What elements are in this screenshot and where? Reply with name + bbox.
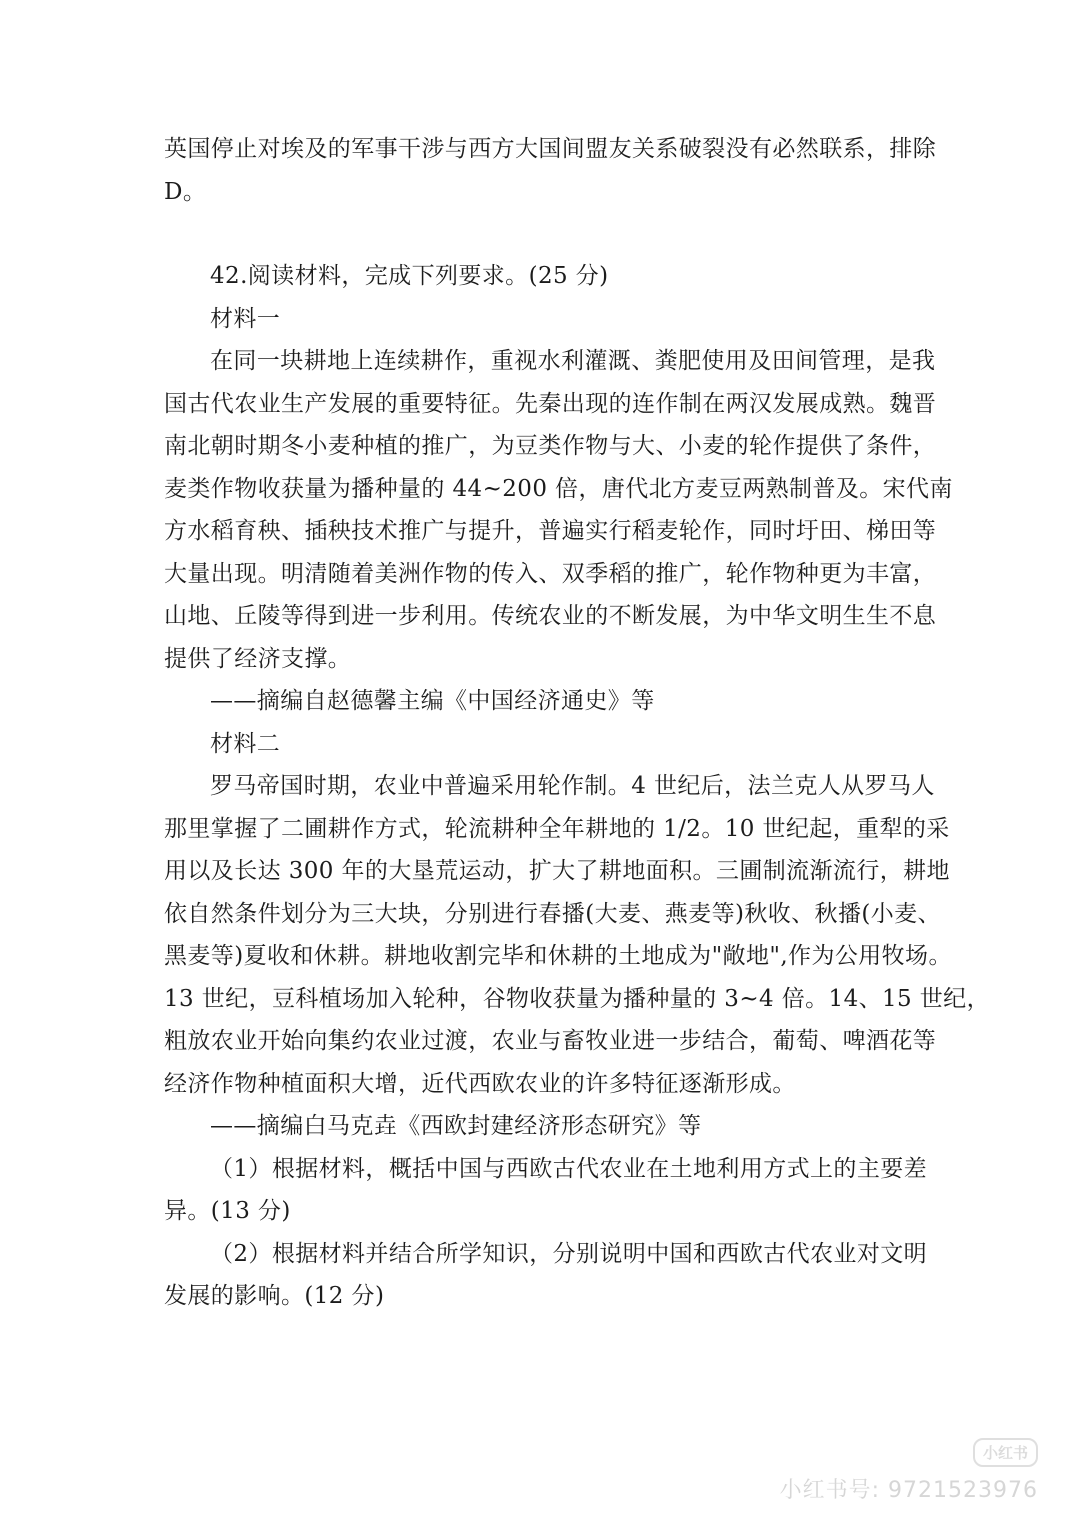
text-line: 麦类作物收获量为播种量的 44~200 倍，唐代北方麦豆两熟制普及。宋代南 — [164, 475, 953, 502]
sub-question-2-cont: 发展的影响。(12 分) — [164, 1283, 385, 1309]
text-line: 那里掌握了二圃耕作方式，轮流耕种全年耕地的 1/2。10 世纪起，重犁的采 — [164, 815, 950, 842]
text-line: 大量出现。明清随着美洲作物的传入、双季稻的推广，轮作物种更为丰富， — [164, 560, 937, 587]
document-body — [164, 128, 990, 1318]
text-line: 粗放农业开始向集约农业过渡，农业与畜牧业进一步结合，葡萄、啤酒花等 — [164, 1028, 937, 1054]
paragraph-gap — [164, 213, 924, 255]
source-citation: ——摘编白马克垚《西欧封建经济形态研究》等 — [210, 1113, 702, 1139]
text-line: 山地、丘陵等得到进一步利用。传统农业的不断发展，为中华文明生生不息 — [164, 603, 937, 629]
material-two-heading: 材料二 — [210, 730, 281, 757]
material-one-heading: 材料一 — [210, 305, 281, 332]
text-line: 方水稻育秧、插秧技术推广与提升，普遍实行稻麦轮作，同时圩田、梯田等 — [164, 518, 937, 544]
sub-question-2: （2）根据材料并结合所学知识，分别说明中国和西欧古代农业对文明 — [210, 1240, 928, 1267]
text-line: 南北朝时期冬小麦种植的推广，为豆类作物与大、小麦的轮作提供了条件， — [164, 433, 937, 459]
watermark — [780, 1438, 1038, 1504]
text-line: 13 世纪，豆科植场加入轮种，谷物收获量为播种量的 3~4 倍。14、15 世纪， — [164, 985, 990, 1012]
question-heading: 42.阅读材料，完成下列要求。(25 分) — [210, 263, 609, 289]
text-line: 经济作物种植面积大增，近代西欧农业的许多特征逐渐形成。 — [164, 1070, 796, 1097]
text-line: 依自然条件划分为三大块，分别进行春播(大麦、燕麦等)秋收、秋播(小麦、 — [164, 900, 941, 927]
text-line: D。 — [164, 178, 207, 205]
text-line: 用以及长达 300 年的大垦荒运动，扩大了耕地面积。三圃制流渐流行，耕地 — [164, 858, 950, 884]
sub-question-1-cont: 异。(13 分) — [164, 1198, 291, 1224]
text-line: 国古代农业生产发展的重要特征。先秦出现的连作制在两汉发展成熟。魏晋 — [164, 390, 937, 417]
text-line: 提供了经济支撑。 — [164, 645, 352, 672]
text-line: 在同一块耕地上连续耕作，重视水利灌溉、粪肥使用及田间管理，是我 — [210, 348, 936, 374]
text-line: 黑麦等)夏收和休耕。耕地收割完毕和休耕的土地成为"敞地",作为公用牧场。 — [164, 943, 952, 969]
watermark-logo: 小红书 — [973, 1438, 1038, 1467]
sub-question-1: （1）根据材料，概括中国与西欧古代农业在土地利用方式上的主要差 — [210, 1155, 928, 1182]
text-line: 罗马帝国时期，农业中普遍采用轮作制。4 世纪后，法兰克人从罗马人 — [210, 773, 935, 799]
source-citation: ——摘编自赵德馨主编《中国经济通史》等 — [210, 688, 655, 714]
text-line: 英国停止对埃及的军事干涉与西方大国间盟友关系破裂没有必然联系，排除 — [164, 136, 937, 162]
watermark-text: 小红书号: 9721523976 — [779, 1478, 1038, 1503]
